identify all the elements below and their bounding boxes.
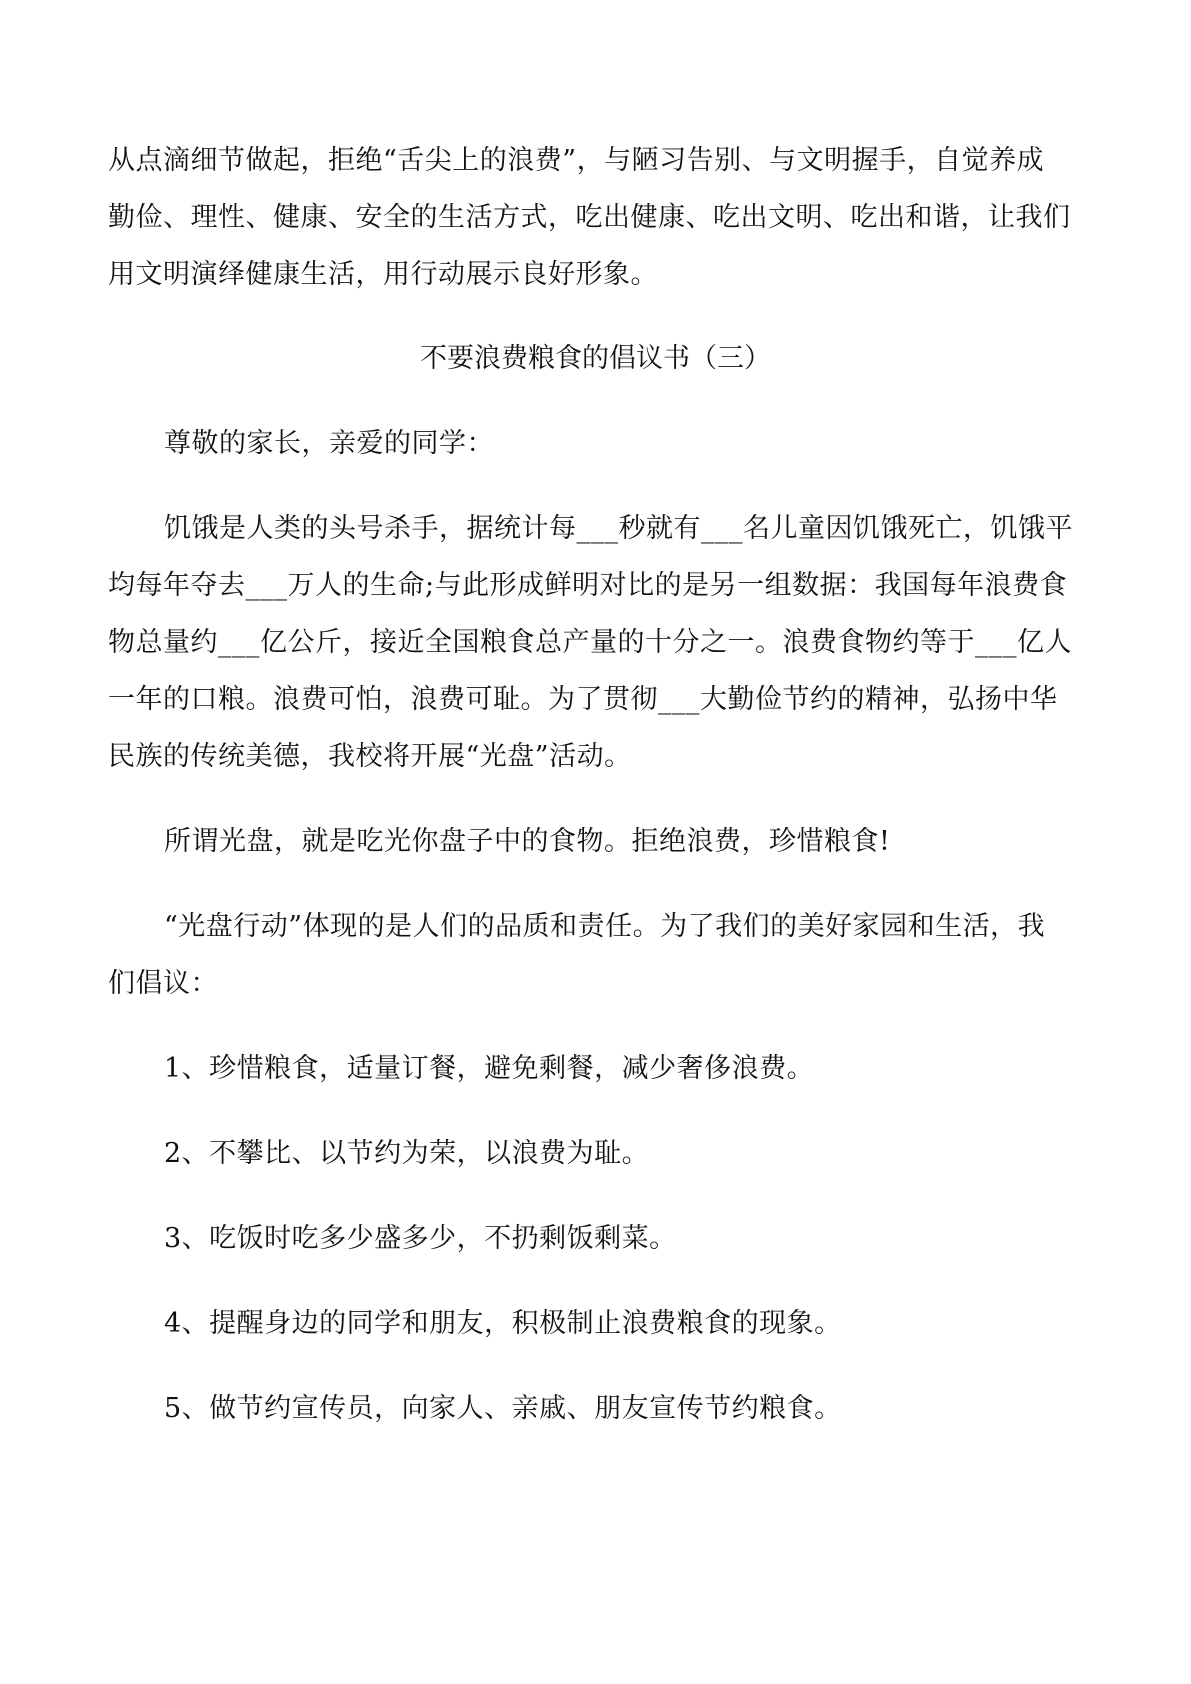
intro-line-3: 用文明演绎健康生活，用行动展示良好形象。 xyxy=(108,259,658,290)
intro-line-1: 从点滴细节做起，拒绝“舌尖上的浪费”，与陋习告别、与文明握手，自觉养成 xyxy=(108,145,1045,176)
proposal-item-2: 2、不攀比、以节约为荣，以浪费为耻。 xyxy=(164,1138,650,1169)
paragraph-2: 所谓光盘，就是吃光你盘子中的食物。拒绝浪费，珍惜粮食! xyxy=(164,826,891,857)
paragraph-1-line-4: 一年的口粮。浪费可怕，浪费可耻。为了贯彻___大勤俭节约的精神，弘扬中华 xyxy=(108,684,1058,715)
proposal-item-5: 5、做节约宣传员，向家人、亲戚、朋友宣传节约粮食。 xyxy=(164,1393,842,1424)
proposal-item-3: 3、吃饭时吃多少盛多少，不扔剩饭剩菜。 xyxy=(164,1223,677,1254)
proposal-item-1: 1、珍惜粮食，适量订餐，避免剩餐，减少奢侈浪费。 xyxy=(164,1053,815,1084)
paragraph-3-line-1: “光盘行动”体现的是人们的品质和责任。为了我们的美好家园和生活，我 xyxy=(164,911,1046,942)
intro-line-2: 勤俭、理性、健康、安全的生活方式，吃出健康、吃出文明、吃出和谐，让我们 xyxy=(108,202,1071,233)
document-title: 不要浪费粮食的倡议书（三） xyxy=(420,343,771,374)
paragraph-1-line-5: 民族的传统美德，我校将开展“光盘”活动。 xyxy=(108,741,632,772)
paragraph-1-line-1: 饥饿是人类的头号杀手，据统计每___秒就有___名儿童因饥饿死亡，饥饿平 xyxy=(164,513,1073,544)
proposal-item-4: 4、提醒身边的同学和朋友，积极制止浪费粮食的现象。 xyxy=(164,1308,842,1339)
paragraph-1-line-2: 均每年夺去___万人的生命;与此形成鲜明对比的是另一组数据：我国每年浪费食 xyxy=(108,570,1068,601)
paragraph-3-line-2: 们倡议： xyxy=(108,968,218,999)
paragraph-1-line-3: 物总量约___亿公斤，接近全国粮食总产量的十分之一。浪费食物约等于___亿人 xyxy=(108,627,1072,658)
salutation: 尊敬的家长，亲爱的同学： xyxy=(164,428,494,459)
